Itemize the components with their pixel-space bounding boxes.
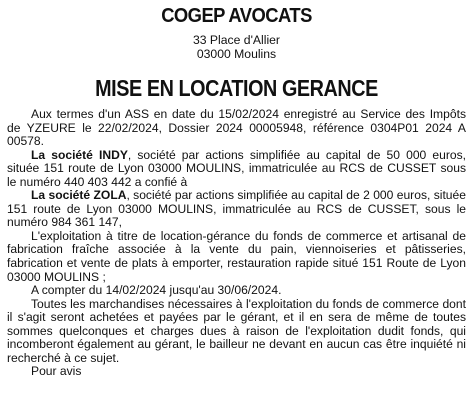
lessee-name: La société ZOLA [31,188,127,203]
notice-body [7,108,466,379]
lessor-name: La société INDY [31,147,128,162]
address-street: 33 Place d'Allier [192,33,280,47]
paragraph-registration: Aux termes d'un ASS en date du 15/02/2024 enregistré au Service des Impôts de YZEURE le 22/02/2024, Dossier 2024 00005948, référence 0304P01 2024 A 00578. [7,107,466,149]
address-city: 03000 Moulins [196,47,277,61]
paragraph-period: A compter du 14/02/2024 jusqu'au 30/06/2024. [31,283,282,298]
paragraph-business: L'exploitation à titre de location-gérance du fonds de commerce et artisanal de fabrication fraîche associée à la vente du pain, viennoiseries et pâtisseries, fabrication et vente de plats à emporter, restauration rapide situé 151 Route de Lyon 03000 MOULINS ; [7,228,466,284]
firm-name: COGEP AVOCATS [161,5,312,27]
lessee-details: , société par actions simplifiée au capital de 2 000 euros, située 151 route de Lyon 03000 MOULINS, immatriculée au RCS de CUSSET, sous le numéro 984 361 147, [7,188,466,230]
paragraph-obligations: Toutes les marchandises nécessaires à l'exploitation du fonds de commerce dont il s'agit seront achetées et payées par le gérant, et il en sera de même de toutes sommes quelconques et charges dues à raison de l'exploitation dudit fonds, qui incomberont également au gérant, le bailleur ne devant en aucun cas être inquiété ni recherché à ce sujet. [7,296,466,365]
paragraph-lessor [7,149,466,190]
notice-title: MISE EN LOCATION GERANCE [95,75,378,101]
closing: Pour avis [31,364,82,379]
lessor-details: , société par actions simplifiée au capital de 50 000 euros, située 151 route de Lyon 03000 MOULINS, immatriculée au RCS de CUSSET sous le numéro 440 403 442 a confié à [7,147,466,189]
paragraph-lessee [7,189,466,230]
